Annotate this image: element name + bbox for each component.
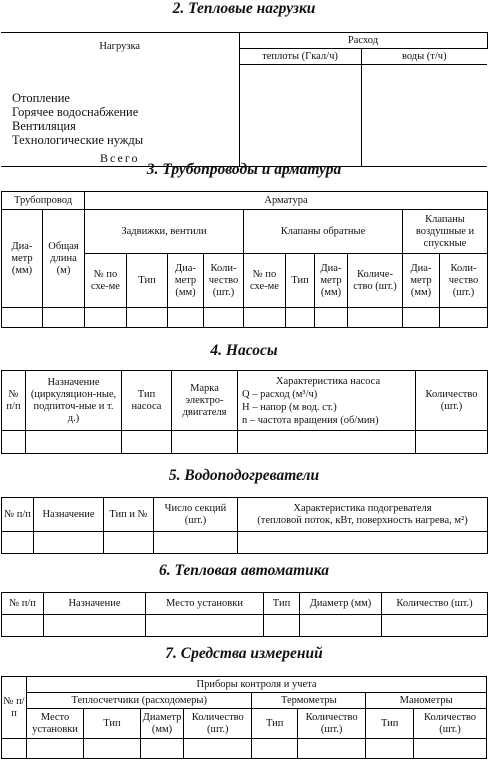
empty-cell xyxy=(2,308,43,328)
empty-cell xyxy=(403,308,440,328)
purpose-header: Назначение xyxy=(34,498,104,532)
qty-header: Количе-ство (шт.) xyxy=(348,254,403,308)
empty-cell xyxy=(154,532,238,554)
section-2-title: 2. Тепловые нагрузки xyxy=(172,0,316,17)
empty-cell xyxy=(244,308,286,328)
empty-cell xyxy=(44,615,146,637)
heat-cell xyxy=(239,65,361,167)
pipelines-table xyxy=(1,191,488,328)
type-header: Тип xyxy=(252,709,298,739)
water-heaters-table xyxy=(1,497,488,554)
water-cell xyxy=(361,65,487,167)
pumps-table xyxy=(1,370,488,454)
location-header: Место установки xyxy=(27,709,84,739)
empty-cell xyxy=(440,308,488,328)
empty-cell xyxy=(2,532,34,554)
pipeline-header: Трубопровод xyxy=(2,192,85,210)
empty-cell xyxy=(34,532,104,554)
empty-cell xyxy=(184,739,252,759)
load-row: Горячее водоснабжение xyxy=(12,104,139,119)
type-header: Тип xyxy=(366,709,414,739)
heater-characteristic-title: Характеристика подогревателя xyxy=(293,502,432,514)
number-header: № п/п xyxy=(2,371,26,431)
heater-characteristic-subtitle: (тепловой поток, кВт, поверхность нагрева, м²) xyxy=(257,514,468,526)
fittings-header: Арматура xyxy=(85,192,488,210)
empty-cell xyxy=(122,431,172,454)
qty-header: Коли-чество (шт.) xyxy=(440,254,488,308)
sections-header: Число секций (шт.) xyxy=(154,498,238,532)
qty-header: Коли-чество (шт.) xyxy=(204,254,244,308)
column-header: Количество (шт.) xyxy=(382,593,488,615)
empty-cell xyxy=(27,739,84,759)
column-header: Место установки xyxy=(146,593,264,615)
empty-cell xyxy=(348,308,403,328)
quantity-header: Количество (шт.) xyxy=(416,371,488,431)
type-number-header: Тип и № xyxy=(104,498,154,532)
total-length-header: Общая длина (м) xyxy=(43,210,85,308)
empty-cell xyxy=(238,431,416,454)
column-header: № п/п xyxy=(2,593,44,615)
load-row: Технологические нужды xyxy=(12,132,144,147)
qty-header: Количество (шт.) xyxy=(184,709,252,739)
flow-header: Расход xyxy=(239,33,487,49)
empty-cell xyxy=(104,532,154,554)
section-5-title: 5. Водоподогреватели xyxy=(168,467,320,484)
valves-header: Задвижки, вентили xyxy=(85,210,244,254)
empty-cell xyxy=(416,431,488,454)
empty-cell xyxy=(300,615,382,637)
motor-header: Марка электро-двигателя xyxy=(172,371,238,431)
empty-cell xyxy=(43,308,85,328)
pump-characteristic-header xyxy=(238,371,416,431)
heat-column-header: теплоты (Гкал/ч) xyxy=(239,49,361,65)
load-header: Нагрузка xyxy=(1,33,239,65)
thermometers-header: Термометры xyxy=(252,693,366,709)
empty-cell xyxy=(315,308,348,328)
heat-meters-header: Теплосчетчики (расходомеры) xyxy=(27,693,252,709)
type-header: Тип xyxy=(127,254,168,308)
empty-cell xyxy=(168,308,204,328)
number-header: № п/п xyxy=(2,498,34,532)
section-6-title: 6. Тепловая автоматика xyxy=(159,562,329,579)
water-column-header: воды (т/ч) xyxy=(361,49,487,65)
empty-cell xyxy=(26,431,122,454)
characteristic-q: Q – расход (м³/ч) xyxy=(242,388,318,400)
load-row: Отопление xyxy=(12,90,70,105)
air-valves-header: Клапаны воздушные и спускные xyxy=(403,210,488,254)
scheme-number-header: № по схе-ме xyxy=(244,254,286,308)
empty-cell xyxy=(140,739,183,759)
empty-cell xyxy=(366,739,414,759)
dia-header: Диа-метр (мм) xyxy=(168,254,204,308)
load-row: Вентиляция xyxy=(12,118,76,133)
empty-cell xyxy=(252,739,298,759)
empty-cell xyxy=(414,739,487,759)
diameter-header: Диаметр (мм) xyxy=(140,709,183,739)
characteristic-title: Характеристика насоса xyxy=(275,375,381,387)
type-header: Тип xyxy=(286,254,315,308)
thermal-loads-table xyxy=(1,32,488,167)
empty-cell xyxy=(83,739,140,759)
section-7-title: 7. Средства измерений xyxy=(165,645,323,662)
dia-header: Диа-метр (мм) xyxy=(403,254,440,308)
empty-cell xyxy=(238,532,488,554)
empty-cell xyxy=(2,739,27,759)
heater-characteristic-header xyxy=(238,498,488,532)
empty-cell xyxy=(2,431,26,454)
empty-cell xyxy=(382,615,488,637)
automation-table xyxy=(1,592,488,637)
column-header: Тип xyxy=(264,593,300,615)
measuring-instruments-table xyxy=(1,676,487,759)
empty-cell xyxy=(297,739,365,759)
diameter-header: Диа-метр (мм) xyxy=(2,210,43,308)
qty-header: Количество (шт.) xyxy=(297,709,365,739)
manometers-header: Манометры xyxy=(366,693,487,709)
check-valves-header: Клапаны обратные xyxy=(244,210,403,254)
column-header: Диаметр (мм) xyxy=(300,593,382,615)
empty-cell xyxy=(172,431,238,454)
characteristic-h: H – напор (м вод. ст.) xyxy=(242,401,337,413)
section-4-title: 4. Насосы xyxy=(210,342,278,359)
empty-cell xyxy=(146,615,264,637)
empty-cell xyxy=(286,308,315,328)
instruments-header: Приборы контроля и учета xyxy=(27,677,487,693)
section-3-title: 3. Трубопроводы и арматура xyxy=(146,161,342,178)
empty-cell xyxy=(127,308,168,328)
total-label: Всего xyxy=(1,151,239,167)
pump-type-header: Тип насоса xyxy=(122,371,172,431)
scheme-number-header: № по схе-ме xyxy=(85,254,127,308)
type-header: Тип xyxy=(83,709,140,739)
column-header: Назначение xyxy=(44,593,146,615)
empty-cell xyxy=(2,615,44,637)
empty-cell xyxy=(85,308,127,328)
load-list xyxy=(1,65,239,151)
purpose-header: Назначение (циркуляцион-ные, подпиточ-ные и т. д.) xyxy=(26,371,122,431)
characteristic-n: n – частота вращения (об/мин) xyxy=(242,414,379,426)
number-header: № п/п xyxy=(2,677,27,739)
empty-cell xyxy=(264,615,300,637)
qty-header: Количество (шт.) xyxy=(414,709,487,739)
dia-header: Диа-метр (мм) xyxy=(315,254,348,308)
empty-cell xyxy=(204,308,244,328)
